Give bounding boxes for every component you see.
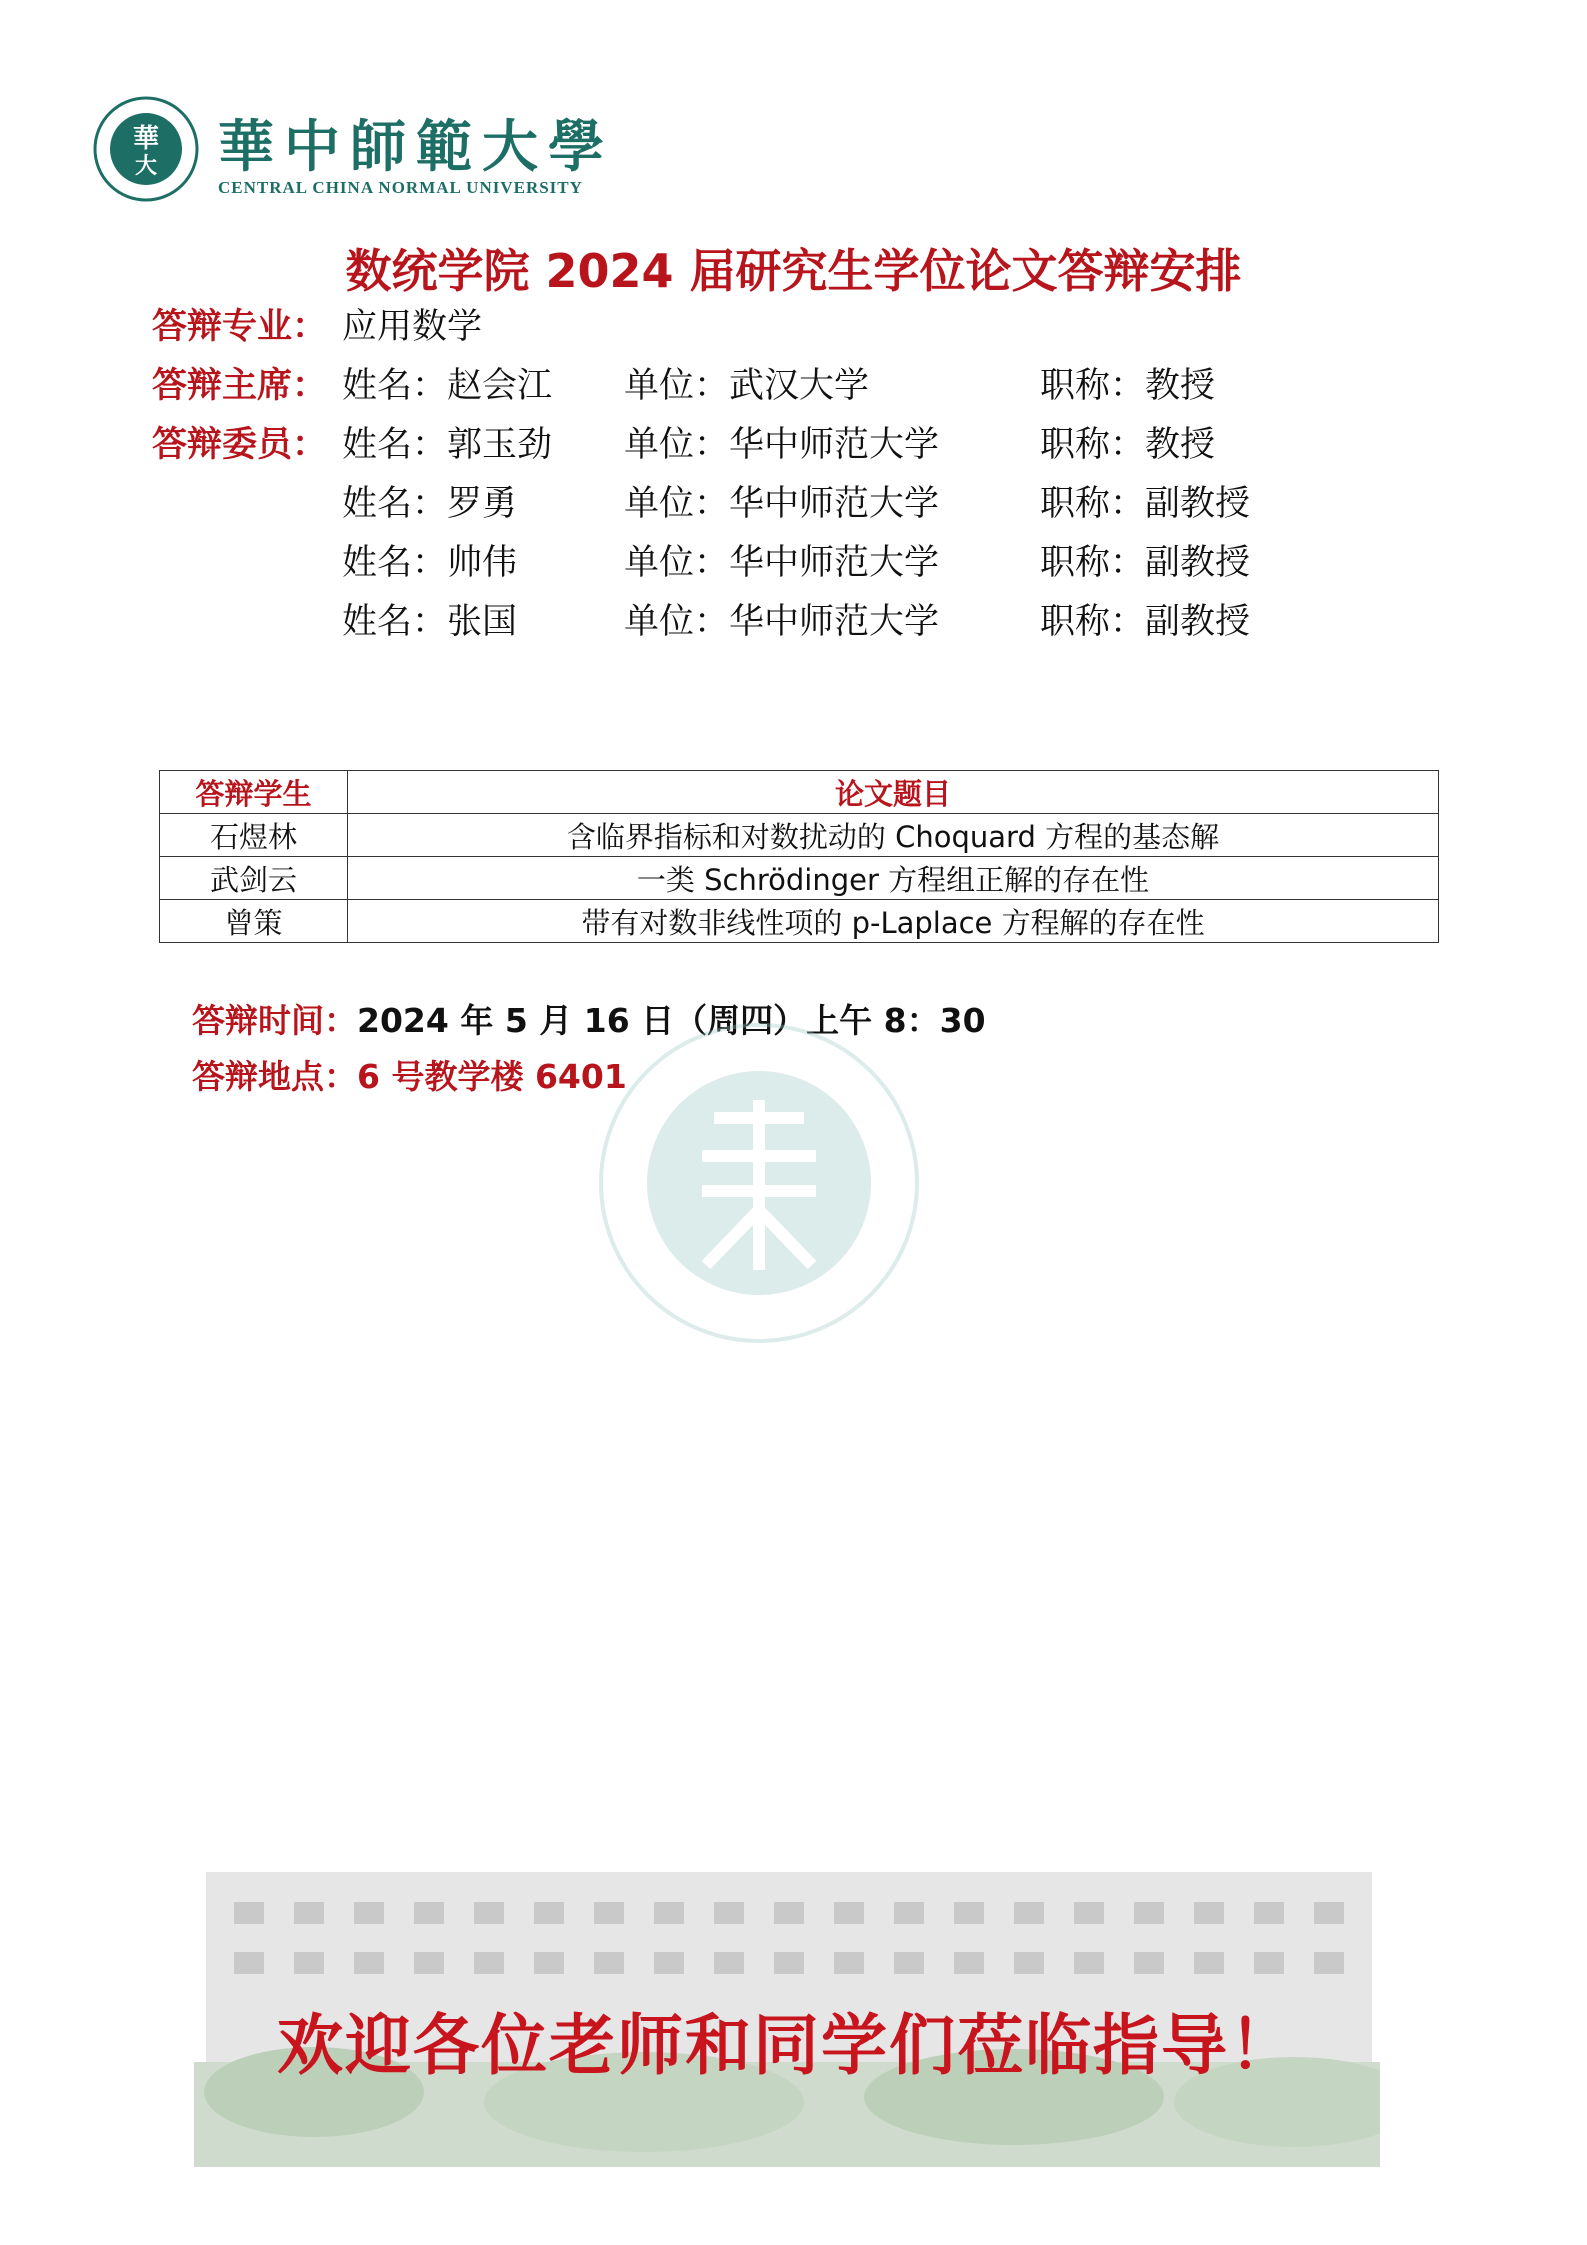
watermark-emblem-icon bbox=[596, 1020, 922, 1346]
member-name: 姓名：张国 bbox=[342, 602, 518, 642]
table-row bbox=[160, 857, 1439, 900]
chair-name: 姓名：赵会江 bbox=[342, 366, 553, 406]
member-unit: 单位：华中师范大学 bbox=[624, 602, 940, 642]
member-rank: 职称：副教授 bbox=[1040, 484, 1251, 524]
defense-place bbox=[192, 1051, 627, 1098]
table-header-row bbox=[160, 771, 1439, 814]
header-student: 答辩学生 bbox=[160, 771, 348, 814]
student-name: 石煜林 bbox=[160, 814, 348, 857]
thesis-table bbox=[159, 770, 1439, 943]
thesis-topic: 带有对数非线性项的 p-Laplace 方程解的存在性 bbox=[348, 900, 1439, 943]
table-row bbox=[160, 900, 1439, 943]
member-unit: 单位：华中师范大学 bbox=[624, 543, 940, 583]
university-emblem-icon bbox=[92, 95, 200, 203]
svg-text:華: 華 bbox=[132, 124, 160, 154]
thesis-topic: 含临界指标和对数扰动的 Choquard 方程的基态解 bbox=[348, 814, 1439, 857]
university-name-en: CENTRAL CHINA NORMAL UNIVERSITY bbox=[218, 178, 583, 197]
chair-label: 答辩主席： bbox=[152, 366, 328, 406]
place-value: 6 号教学楼 6401 bbox=[357, 1057, 627, 1096]
member-unit: 单位：华中师范大学 bbox=[624, 484, 940, 524]
header-topic: 论文题目 bbox=[348, 771, 1439, 814]
thesis-topic: 一类 Schrödinger 方程组正解的存在性 bbox=[348, 857, 1439, 900]
svg-text:大: 大 bbox=[134, 154, 158, 179]
university-name-cn: 華中師範大學 bbox=[218, 114, 614, 180]
student-name: 曾策 bbox=[160, 900, 348, 943]
student-name: 武剑云 bbox=[160, 857, 348, 900]
member-name: 姓名：郭玉劲 bbox=[342, 425, 553, 465]
major-label: 答辩专业： bbox=[152, 307, 328, 347]
members-label: 答辩委员： bbox=[152, 425, 328, 465]
member-rank: 职称：副教授 bbox=[1040, 543, 1251, 583]
chair-unit: 单位：武汉大学 bbox=[624, 366, 870, 406]
welcome-banner-text: 欢迎各位老师和同学们莅临指导！ bbox=[277, 2007, 1297, 2084]
member-name: 姓名：罗勇 bbox=[342, 484, 518, 524]
table-row bbox=[160, 814, 1439, 857]
campus-banner bbox=[194, 1862, 1380, 2167]
place-label: 答辩地点： bbox=[192, 1057, 357, 1096]
major-value: 应用数学 bbox=[342, 307, 483, 347]
member-name: 姓名：帅伟 bbox=[342, 543, 518, 583]
page-title: 数统学院 2024 届研究生学位论文答辩安排 bbox=[345, 244, 1242, 298]
member-rank: 职称：副教授 bbox=[1040, 602, 1251, 642]
member-unit: 单位：华中师范大学 bbox=[624, 425, 940, 465]
chair-rank: 职称：教授 bbox=[1040, 366, 1216, 406]
member-rank: 职称：教授 bbox=[1040, 425, 1216, 465]
time-value: 2024 年 5 月 16 日（周四）上午 8：30 bbox=[357, 1001, 986, 1040]
time-label: 答辩时间： bbox=[192, 1001, 357, 1040]
